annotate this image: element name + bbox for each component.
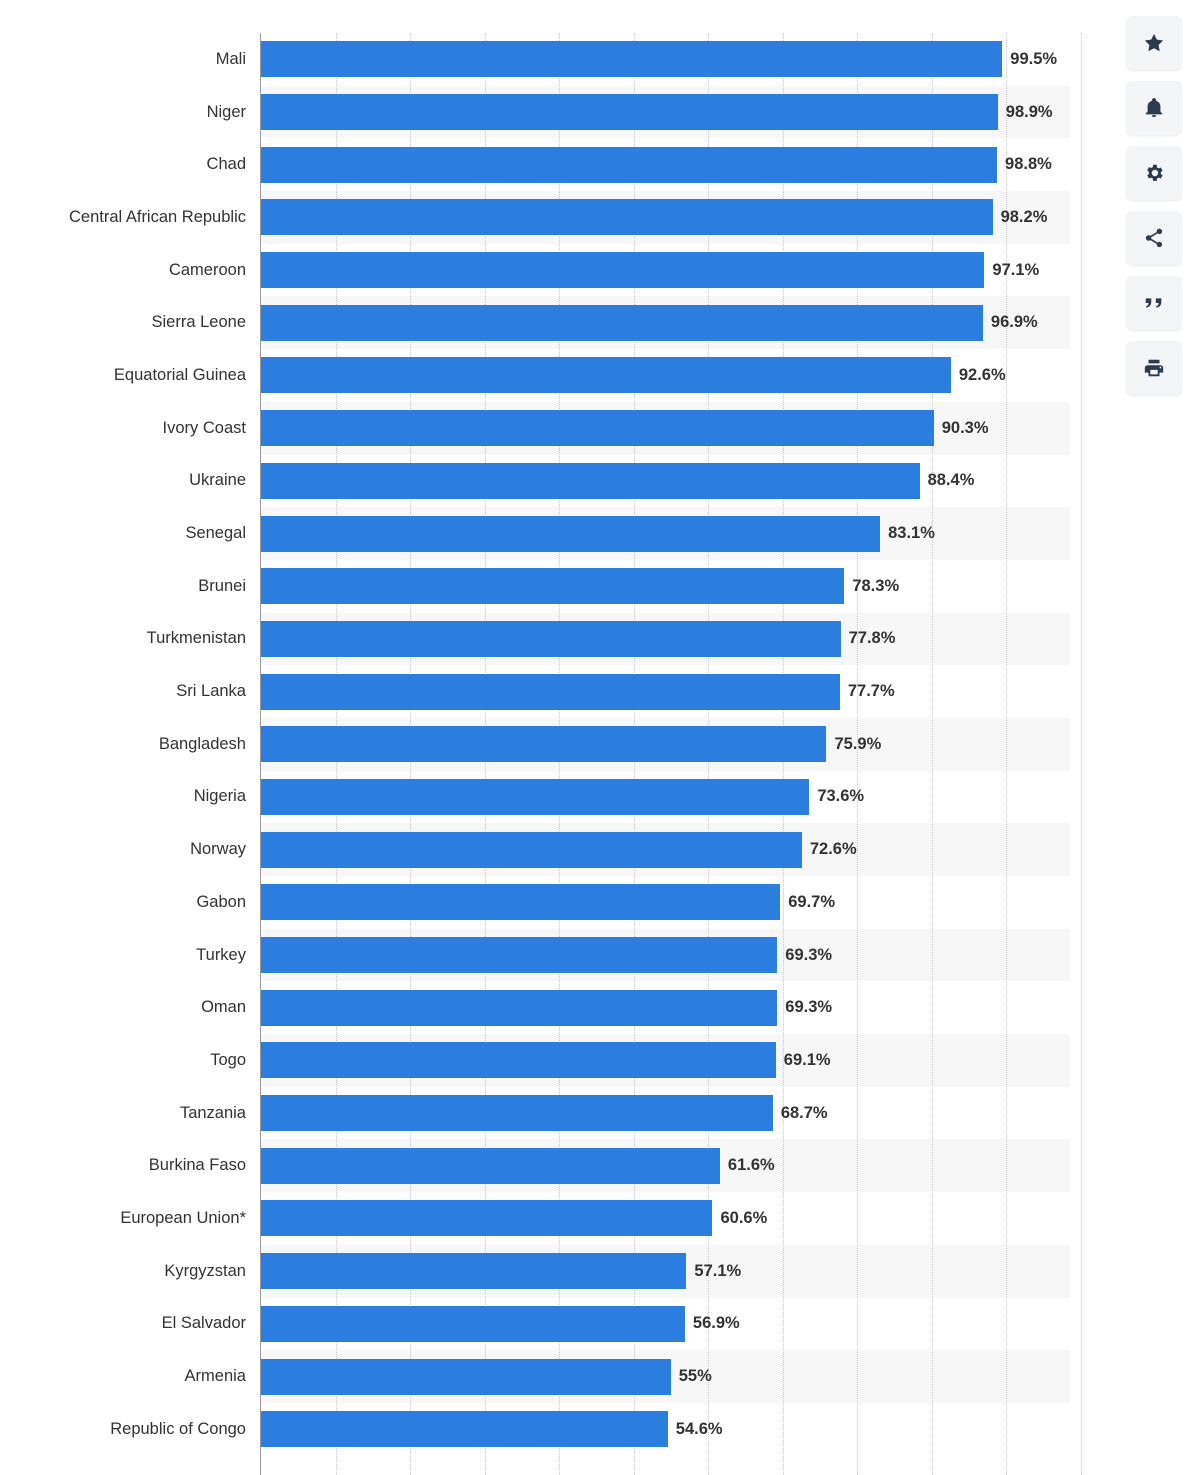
bar[interactable] <box>261 621 841 657</box>
chart-row <box>0 1350 1090 1403</box>
bar-container <box>261 33 1090 86</box>
chart-rows <box>0 33 1090 1456</box>
bar-container <box>261 1087 1090 1140</box>
bar-value-label: 69.3% <box>785 945 833 964</box>
bar[interactable] <box>261 1359 671 1395</box>
bar-value-label: 88.4% <box>927 471 975 490</box>
bar[interactable] <box>261 94 998 130</box>
bar[interactable] <box>261 463 920 499</box>
bar-container <box>261 296 1090 349</box>
printer-icon <box>1143 357 1165 379</box>
bar-container <box>261 1245 1090 1298</box>
bar-container <box>261 402 1090 455</box>
category-label: Ukraine <box>189 471 246 490</box>
bar-value-label: 69.7% <box>788 892 836 911</box>
chart-row <box>0 1298 1090 1351</box>
category-label: Kyrgyzstan <box>164 1261 246 1280</box>
bar-value-label: 75.9% <box>834 734 882 753</box>
chart-row <box>0 191 1090 244</box>
bar-value-label: 83.1% <box>888 524 935 543</box>
chart-row <box>0 244 1090 297</box>
bar-value-label: 92.6% <box>958 365 1006 384</box>
bar[interactable] <box>261 1095 773 1131</box>
chart-row <box>0 1245 1090 1298</box>
category-label: Senegal <box>185 524 246 543</box>
chart-row <box>0 138 1090 191</box>
bar-value-label: 69.3% <box>785 998 833 1017</box>
category-label: Nigeria <box>193 787 246 806</box>
bar-container <box>261 771 1090 824</box>
bar[interactable] <box>261 41 1002 77</box>
bar-value-label: 98.2% <box>1000 207 1048 226</box>
bar-value-label: 61.6% <box>727 1156 775 1175</box>
bar-value-label: 57.1% <box>694 1261 742 1280</box>
chart-row <box>0 876 1090 929</box>
bar[interactable] <box>261 516 880 552</box>
bar-container <box>261 1403 1090 1456</box>
category-label: Central African Republic <box>68 207 246 226</box>
chart-row <box>0 929 1090 982</box>
bar-container <box>261 560 1090 613</box>
chart-row <box>0 349 1090 402</box>
bar-value-label: 99.5% <box>1010 49 1058 68</box>
category-label: Sri Lanka <box>176 682 246 701</box>
chart-row <box>0 507 1090 560</box>
category-label: Sierra Leone <box>151 313 246 332</box>
chart-row <box>0 823 1090 876</box>
category-label: Equatorial Guinea <box>113 365 246 384</box>
bar[interactable] <box>261 1306 685 1342</box>
chart-row <box>0 296 1090 349</box>
category-label: Turkmenistan <box>146 629 246 648</box>
category-label: Turkey <box>196 945 246 964</box>
chart-row <box>0 86 1090 139</box>
bar[interactable] <box>261 1253 686 1289</box>
bar-value-label: 98.9% <box>1005 102 1053 121</box>
favorite-button[interactable] <box>1126 16 1182 70</box>
bar-value-label: 60.6% <box>720 1208 768 1227</box>
share-icon <box>1143 227 1165 249</box>
bar-container <box>261 613 1090 666</box>
category-label: European Union* <box>120 1208 246 1227</box>
bar[interactable] <box>261 1411 668 1447</box>
category-label: El Salvador <box>161 1314 246 1333</box>
category-label: Republic of Congo <box>110 1419 246 1438</box>
bar-container <box>261 244 1090 297</box>
bar-container <box>261 138 1090 191</box>
bar-container <box>261 981 1090 1034</box>
chart-row <box>0 402 1090 455</box>
category-label: Burkina Faso <box>148 1156 246 1175</box>
bar-value-label: 54.6% <box>675 1419 723 1438</box>
bar[interactable] <box>261 357 951 393</box>
bar-value-label: 68.7% <box>780 1103 828 1122</box>
settings-button[interactable] <box>1126 146 1182 200</box>
star-icon <box>1143 32 1165 54</box>
bar-container <box>261 86 1090 139</box>
bar[interactable] <box>261 832 802 868</box>
bar-value-label: 77.7% <box>847 682 895 701</box>
chart-row <box>0 613 1090 666</box>
bar[interactable] <box>261 199 993 235</box>
bar[interactable] <box>261 937 777 973</box>
chart-row <box>0 455 1090 508</box>
bar-value-label: 77.8% <box>848 629 896 648</box>
quote-icon <box>1143 292 1165 314</box>
chart-row <box>0 771 1090 824</box>
bar[interactable] <box>261 410 934 446</box>
bar[interactable] <box>261 779 809 815</box>
bar-value-label: 72.6% <box>809 840 857 859</box>
chart-row <box>0 1034 1090 1087</box>
bar-container <box>261 191 1090 244</box>
category-label: Tanzania <box>179 1103 246 1122</box>
chart-row <box>0 718 1090 771</box>
category-label: Bangladesh <box>158 734 246 753</box>
share-button[interactable] <box>1126 211 1182 265</box>
chart-axis-line <box>260 33 261 1475</box>
bar[interactable] <box>261 1042 776 1078</box>
bar-container <box>261 665 1090 718</box>
chart-row <box>0 1087 1090 1140</box>
bar-container <box>261 823 1090 876</box>
bar[interactable] <box>261 252 984 288</box>
bar-container <box>261 507 1090 560</box>
category-label: Togo <box>210 1050 246 1069</box>
category-label: Gabon <box>196 892 246 911</box>
cite-button[interactable] <box>1126 276 1182 330</box>
chart-row <box>0 1139 1090 1192</box>
chart-row <box>0 560 1090 613</box>
print-button[interactable] <box>1126 341 1182 395</box>
bar-value-label: 55% <box>678 1367 712 1386</box>
bar-value-label: 73.6% <box>817 787 865 806</box>
bar-value-label: 56.9% <box>692 1314 740 1333</box>
bar-container <box>261 455 1090 508</box>
bar-value-label: 97.1% <box>992 260 1040 279</box>
chart-row <box>0 33 1090 86</box>
bar-container <box>261 718 1090 771</box>
bar-value-label: 96.9% <box>990 313 1038 332</box>
bar-container <box>261 876 1090 929</box>
chart-row <box>0 665 1090 718</box>
bar[interactable] <box>261 884 780 920</box>
bar[interactable] <box>261 568 844 604</box>
alert-button[interactable] <box>1126 81 1182 135</box>
bar-container <box>261 1350 1090 1403</box>
bar-value-label: 90.3% <box>941 418 989 437</box>
bar[interactable] <box>261 1148 720 1184</box>
chart-row <box>0 1192 1090 1245</box>
bar[interactable] <box>261 1200 712 1236</box>
category-label: Mali <box>215 49 246 68</box>
bar-container <box>261 929 1090 982</box>
bar-container <box>261 1192 1090 1245</box>
bar[interactable] <box>261 726 826 762</box>
bar-value-label: 78.3% <box>852 576 900 595</box>
chart-row <box>0 981 1090 1034</box>
chart-row <box>0 1403 1090 1456</box>
category-label: Cameroon <box>168 260 246 279</box>
category-label: Ivory Coast <box>162 418 246 437</box>
gear-icon <box>1143 162 1165 184</box>
bar-container <box>261 1298 1090 1351</box>
chart-toolbar[interactable] <box>1126 16 1182 395</box>
category-label: Norway <box>190 840 246 859</box>
bar[interactable] <box>261 990 777 1026</box>
bar-value-label: 98.8% <box>1005 155 1052 174</box>
category-label: Brunei <box>198 576 246 595</box>
category-label: Armenia <box>184 1367 246 1386</box>
category-label: Niger <box>206 102 246 121</box>
bar[interactable] <box>261 674 840 710</box>
bar[interactable] <box>261 305 983 341</box>
bar-container <box>261 1139 1090 1192</box>
bar-container <box>261 1034 1090 1087</box>
bar-container <box>261 349 1090 402</box>
category-label: Oman <box>201 998 246 1017</box>
bar[interactable] <box>261 147 997 183</box>
bell-icon <box>1143 97 1165 119</box>
category-label: Chad <box>206 155 246 174</box>
bar-value-label: 69.1% <box>783 1050 831 1069</box>
